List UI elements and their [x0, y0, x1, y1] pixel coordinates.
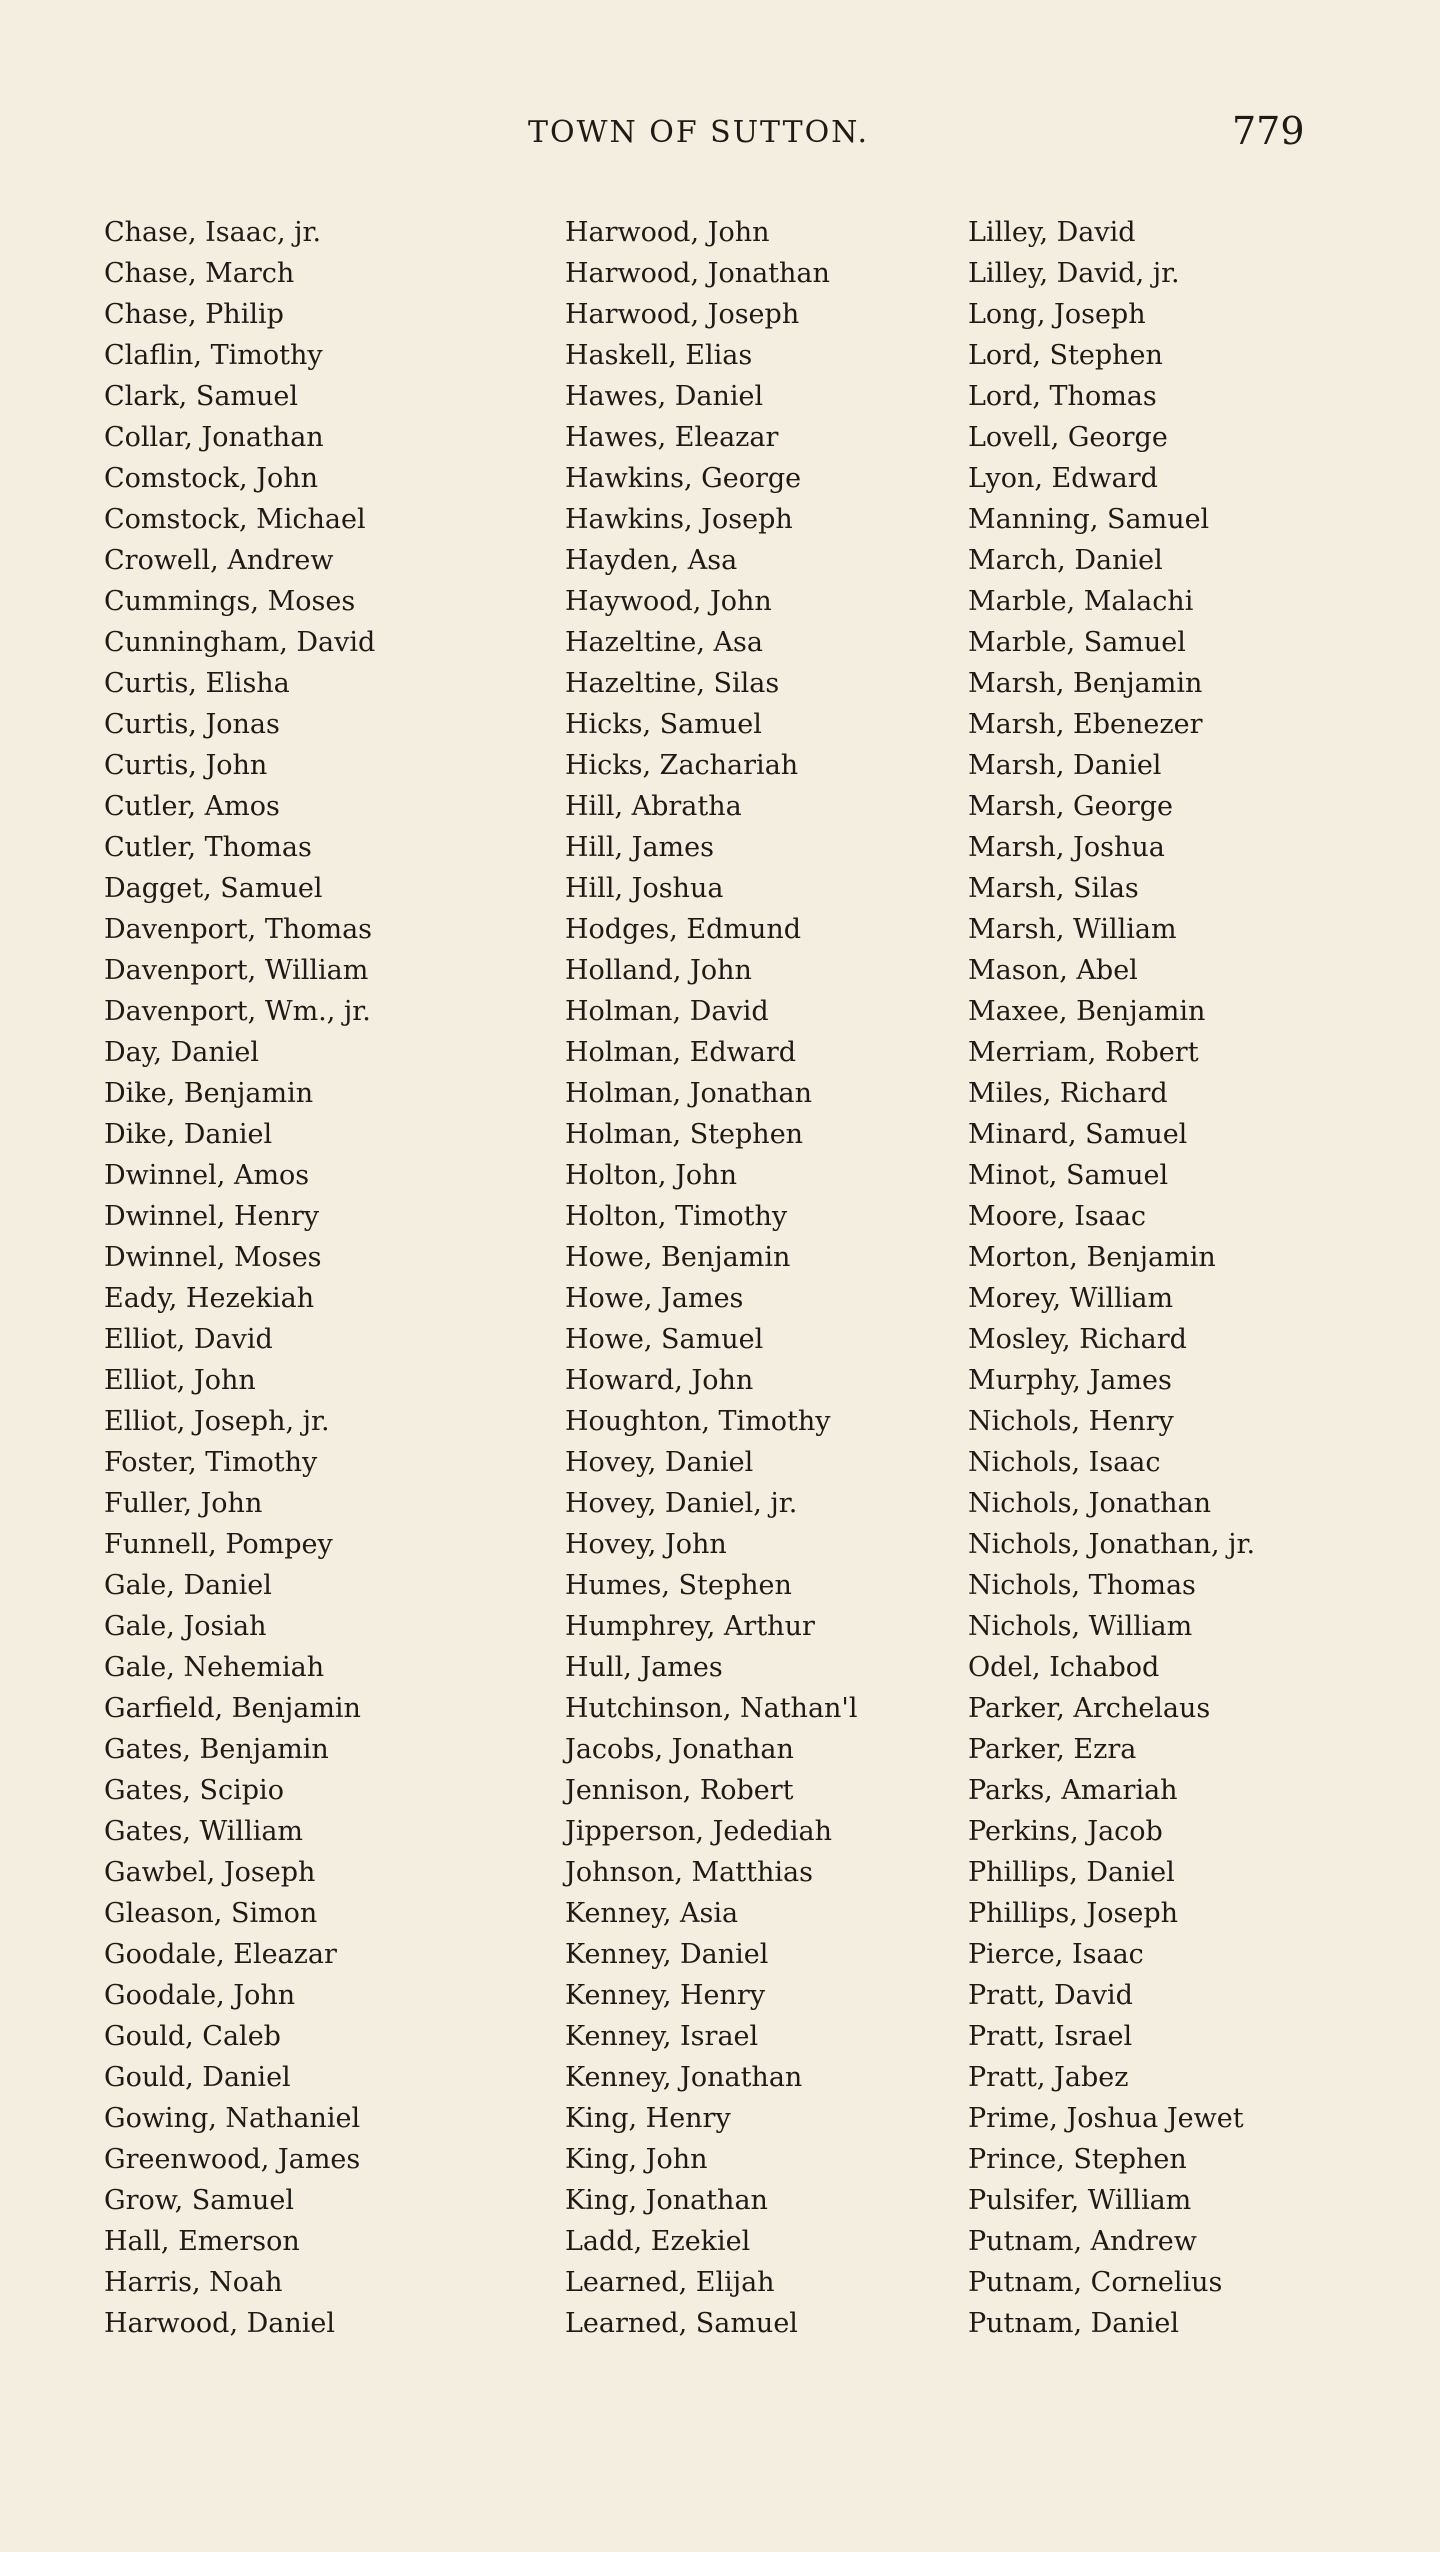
- name-entry: Gould, Daniel: [104, 2062, 291, 2093]
- name-entry: Harwood, Joseph: [565, 299, 800, 330]
- name-entry: Kenney, Henry: [565, 1980, 766, 2011]
- name-entry: Prince, Stephen: [968, 2144, 1187, 2175]
- name-entry: Davenport, Thomas: [104, 914, 373, 945]
- name-entry: Gould, Caleb: [104, 2021, 281, 2052]
- name-entry: Day, Daniel: [104, 1037, 259, 1068]
- name-column-3: [968, 212, 1255, 2344]
- name-entry: Holton, John: [565, 1160, 737, 1191]
- name-entry: Goodale, John: [104, 1980, 296, 2011]
- name-entry: Mason, Abel: [968, 955, 1138, 986]
- name-entry: Holman, Stephen: [565, 1119, 804, 1150]
- name-entry: Hall, Emerson: [104, 2226, 300, 2257]
- name-entry: Cummings, Moses: [104, 586, 356, 617]
- name-entry: Howe, Samuel: [565, 1324, 764, 1355]
- name-entry: March, Daniel: [968, 545, 1163, 576]
- name-entry: Marble, Samuel: [968, 627, 1186, 658]
- name-entry: Goodale, Eleazar: [104, 1939, 337, 1970]
- name-entry: Maxee, Benjamin: [968, 996, 1206, 1027]
- name-entry: Dwinnel, Henry: [104, 1201, 320, 1232]
- name-entry: Dagget, Samuel: [104, 873, 323, 904]
- name-entry: Nichols, Jonathan, jr.: [968, 1529, 1256, 1560]
- name-entry: Prime, Joshua Jewet: [968, 2103, 1244, 2134]
- name-entry: Curtis, John: [104, 750, 268, 781]
- name-entry: Jipperson, Jedediah: [565, 1816, 833, 1847]
- name-entry: Eady, Hezekiah: [104, 1283, 315, 1314]
- name-entry: Gates, William: [104, 1816, 304, 1847]
- name-entry: Fuller, John: [104, 1488, 263, 1519]
- name-entry: Putnam, Andrew: [968, 2226, 1197, 2257]
- name-entry: Marsh, Benjamin: [968, 668, 1203, 699]
- name-entry: Jennison, Robert: [565, 1775, 794, 1806]
- name-entry: Dike, Daniel: [104, 1119, 273, 1150]
- name-entry: Howe, James: [565, 1283, 744, 1314]
- name-entry: Kenney, Jonathan: [565, 2062, 803, 2093]
- name-entry: Kenney, Israel: [565, 2021, 759, 2052]
- name-entry: Harris, Noah: [104, 2267, 283, 2298]
- name-entry: Elliot, David: [104, 1324, 273, 1355]
- name-entry: Grow, Samuel: [104, 2185, 295, 2216]
- name-entry: Dike, Benjamin: [104, 1078, 314, 1109]
- name-entry: Hicks, Zachariah: [565, 750, 799, 781]
- name-entry: Lord, Thomas: [968, 381, 1157, 412]
- name-entry: Pierce, Isaac: [968, 1939, 1144, 1970]
- name-entry: Marsh, William: [968, 914, 1177, 945]
- name-entry: Pulsifer, William: [968, 2185, 1192, 2216]
- name-entry: Holman, David: [565, 996, 769, 1027]
- name-entry: Clark, Samuel: [104, 381, 299, 412]
- name-entry: Garfield, Benjamin: [104, 1693, 361, 1724]
- name-entry: Parker, Ezra: [968, 1734, 1137, 1765]
- name-entry: Hazeltine, Silas: [565, 668, 780, 699]
- name-entry: Dwinnel, Moses: [104, 1242, 322, 1273]
- name-entry: Harwood, Jonathan: [565, 258, 830, 289]
- name-entry: Hazeltine, Asa: [565, 627, 763, 658]
- name-entry: Gawbel, Joseph: [104, 1857, 316, 1888]
- name-entry: Hill, James: [565, 832, 714, 863]
- name-entry: Marsh, Ebenezer: [968, 709, 1203, 740]
- name-entry: Putnam, Cornelius: [968, 2267, 1223, 2298]
- name-entry: Moore, Isaac: [968, 1201, 1147, 1232]
- name-column-1: [104, 212, 375, 2344]
- name-entry: Harwood, Daniel: [104, 2308, 336, 2339]
- name-entry: Hovey, Daniel, jr.: [565, 1488, 798, 1519]
- page-header-title: TOWN OF SUTTON.: [528, 115, 870, 150]
- page-number: 779: [1232, 109, 1305, 153]
- name-entry: Manning, Samuel: [968, 504, 1210, 535]
- name-entry: Howe, Benjamin: [565, 1242, 791, 1273]
- name-entry: Parks, Amariah: [968, 1775, 1178, 1806]
- name-entry: Odel, Ichabod: [968, 1652, 1160, 1683]
- name-entry: Hicks, Samuel: [565, 709, 762, 740]
- name-entry: Hawes, Eleazar: [565, 422, 779, 453]
- name-entry: Hawkins, Joseph: [565, 504, 793, 535]
- name-entry: Jacobs, Jonathan: [565, 1734, 794, 1765]
- name-entry: Curtis, Jonas: [104, 709, 280, 740]
- name-entry: Marsh, Silas: [968, 873, 1139, 904]
- name-entry: Nichols, Isaac: [968, 1447, 1161, 1478]
- name-entry: King, Henry: [565, 2103, 731, 2134]
- name-entry: Ladd, Ezekiel: [565, 2226, 751, 2257]
- name-entry: Gale, Daniel: [104, 1570, 272, 1601]
- name-entry: Morey, William: [968, 1283, 1174, 1314]
- name-entry: Holman, Edward: [565, 1037, 797, 1068]
- name-entry: Chase, March: [104, 258, 295, 289]
- name-entry: Miles, Richard: [968, 1078, 1168, 1109]
- name-entry: Cutler, Amos: [104, 791, 280, 822]
- name-entry: Nichols, William: [968, 1611, 1193, 1642]
- name-entry: Mosley, Richard: [968, 1324, 1187, 1355]
- name-entry: Johnson, Matthias: [565, 1857, 813, 1888]
- name-entry: Nichols, Thomas: [968, 1570, 1196, 1601]
- name-entry: Chase, Philip: [104, 299, 284, 330]
- name-entry: Hovey, John: [565, 1529, 727, 1560]
- name-entry: Nichols, Jonathan: [968, 1488, 1211, 1519]
- name-entry: Lovell, George: [968, 422, 1168, 453]
- name-entry: Pratt, David: [968, 1980, 1133, 2011]
- name-entry: Lord, Stephen: [968, 340, 1163, 371]
- name-entry: Claflin, Timothy: [104, 340, 323, 371]
- name-entry: King, John: [565, 2144, 708, 2175]
- name-entry: Kenney, Daniel: [565, 1939, 769, 1970]
- name-entry: Hodges, Edmund: [565, 914, 802, 945]
- name-entry: Cutler, Thomas: [104, 832, 312, 863]
- name-entry: Hill, Joshua: [565, 873, 724, 904]
- name-entry: Hovey, Daniel: [565, 1447, 754, 1478]
- name-entry: Minot, Samuel: [968, 1160, 1169, 1191]
- name-entry: Gowing, Nathaniel: [104, 2103, 361, 2134]
- name-entry: Learned, Elijah: [565, 2267, 775, 2298]
- name-entry: Howard, John: [565, 1365, 754, 1396]
- name-entry: Davenport, William: [104, 955, 369, 986]
- name-entry: Perkins, Jacob: [968, 1816, 1163, 1847]
- name-entry: Pratt, Jabez: [968, 2062, 1129, 2093]
- name-entry: Haskell, Elias: [565, 340, 753, 371]
- name-entry: Gleason, Simon: [104, 1898, 318, 1929]
- name-entry: Holton, Timothy: [565, 1201, 788, 1232]
- name-entry: Dwinnel, Amos: [104, 1160, 310, 1191]
- name-entry: Comstock, Michael: [104, 504, 366, 535]
- name-entry: Phillips, Daniel: [968, 1857, 1175, 1888]
- name-entry: Gale, Nehemiah: [104, 1652, 325, 1683]
- name-entry: Hawkins, George: [565, 463, 802, 494]
- name-entry: Marble, Malachi: [968, 586, 1194, 617]
- name-entry: Holman, Jonathan: [565, 1078, 812, 1109]
- name-entry: Chase, Isaac, jr.: [104, 217, 322, 248]
- name-entry: Marsh, Joshua: [968, 832, 1165, 863]
- name-entry: Gates, Scipio: [104, 1775, 284, 1806]
- name-entry: Lilley, David, jr.: [968, 258, 1180, 289]
- name-entry: Lilley, David: [968, 217, 1136, 248]
- name-entry: Humes, Stephen: [565, 1570, 792, 1601]
- name-entry: Curtis, Elisha: [104, 668, 290, 699]
- name-entry: Phillips, Joseph: [968, 1898, 1178, 1929]
- name-entry: Foster, Timothy: [104, 1447, 318, 1478]
- name-entry: Marsh, Daniel: [968, 750, 1162, 781]
- name-entry: Pratt, Israel: [968, 2021, 1133, 2052]
- name-entry: Minard, Samuel: [968, 1119, 1188, 1150]
- name-entry: Funnell, Pompey: [104, 1529, 333, 1560]
- name-entry: Greenwood, James: [104, 2144, 361, 2175]
- name-entry: Hill, Abratha: [565, 791, 742, 822]
- name-entry: Marsh, George: [968, 791, 1174, 822]
- name-entry: Crowell, Andrew: [104, 545, 334, 576]
- name-entry: Hutchinson, Nathan'l: [565, 1693, 858, 1724]
- name-entry: Comstock, John: [104, 463, 318, 494]
- name-entry: Merriam, Robert: [968, 1037, 1199, 1068]
- name-entry: Gates, Benjamin: [104, 1734, 329, 1765]
- name-entry: Hawes, Daniel: [565, 381, 764, 412]
- name-entry: Hull, James: [565, 1652, 723, 1683]
- name-entry: Nichols, Henry: [968, 1406, 1174, 1437]
- name-entry: Davenport, Wm., jr.: [104, 996, 371, 1027]
- name-entry: Hayden, Asa: [565, 545, 738, 576]
- name-entry: Humphrey, Arthur: [565, 1611, 815, 1642]
- name-entry: Houghton, Timothy: [565, 1406, 831, 1437]
- name-entry: Kenney, Asia: [565, 1898, 739, 1929]
- name-entry: Gale, Josiah: [104, 1611, 267, 1642]
- name-entry: Murphy, James: [968, 1365, 1172, 1396]
- name-column-2: [565, 212, 858, 2344]
- name-entry: Parker, Archelaus: [968, 1693, 1211, 1724]
- name-entry: Haywood, John: [565, 586, 772, 617]
- name-entry: Collar, Jonathan: [104, 422, 324, 453]
- name-entry: Morton, Benjamin: [968, 1242, 1216, 1273]
- name-entry: Putnam, Daniel: [968, 2308, 1180, 2339]
- name-entry: Learned, Samuel: [565, 2308, 798, 2339]
- name-entry: Elliot, Joseph, jr.: [104, 1406, 330, 1437]
- name-entry: Lyon, Edward: [968, 463, 1158, 494]
- name-entry: Long, Joseph: [968, 299, 1146, 330]
- name-entry: Elliot, John: [104, 1365, 256, 1396]
- name-entry: King, Jonathan: [565, 2185, 768, 2216]
- name-entry: Holland, John: [565, 955, 752, 986]
- name-entry: Harwood, John: [565, 217, 770, 248]
- name-entry: Cunningham, David: [104, 627, 376, 658]
